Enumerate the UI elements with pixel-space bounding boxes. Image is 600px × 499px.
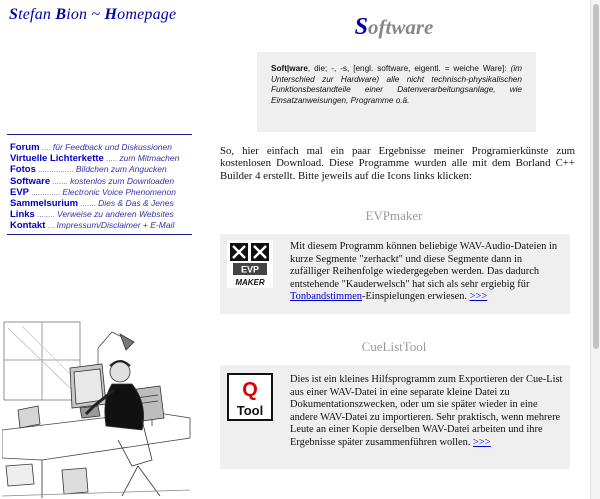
definition-body: (im Unterschied zur Hardware) alle nicht technisch-physikalischen Funktionsbestandteile einer Datenverarbeitungsanlage, wie Einsatzanweisungen, Programme o.ä.: [271, 64, 522, 105]
nav-item-sammelsurium[interactable]: [10, 196, 192, 207]
evp-icon-label: EVP: [240, 264, 260, 275]
nav-dots: .....: [103, 154, 120, 164]
site-title-part: tefan: [18, 6, 56, 23]
nav-dots: ...: [45, 221, 57, 231]
nav-item-forum[interactable]: [10, 140, 192, 151]
maker-icon-label: MAKER: [235, 278, 265, 287]
tool-icon-label: Tool: [236, 403, 264, 418]
nav-description: Bildchen zum Angucken: [75, 164, 167, 175]
nav-description: Impressum/Disclaimer + E-Mail: [56, 220, 175, 231]
cuelisttool-description: [290, 374, 564, 449]
tonbandstimmen-link[interactable]: Tonbandstimmen: [290, 291, 362, 302]
cuelisttool-text: Dies ist ein kleines Hilfsprogramm zum Exportieren der Cue-List aus einer WAV-Datei in eine separate kleine Datei zu Dokumentationszwecken, oder um sie später wieder in eine andere WAV-Datei zu importieren. Sehr praktisch, wenn mehrere Leute an einer Kopie derselben WAV-Datei arbeiten und ihre Ergebnisse später zusammenführen wollen.: [290, 374, 563, 448]
evpmaker-text-end: -Einspielungen erwiesen.: [362, 291, 470, 302]
nav-item-lichterkette[interactable]: [10, 151, 192, 165]
cuelisttool-more-link[interactable]: >>>: [473, 436, 491, 448]
q-icon-letter: Q: [242, 379, 258, 401]
nav-label: EVP: [10, 186, 30, 198]
cuelisttool-download-icon[interactable]: [227, 373, 273, 421]
page-title-rest: oftware: [368, 15, 434, 39]
nav-item-evp[interactable]: [10, 185, 192, 196]
site-title-initial-h: H: [104, 6, 118, 23]
definition-headword: Soft|ware: [271, 64, 308, 73]
nav-item-kontakt[interactable]: [10, 218, 192, 232]
nav-description: Verweise zu anderen Websites: [57, 209, 174, 220]
site-title-part: omepage: [117, 6, 177, 23]
site-title[interactable]: [9, 6, 176, 24]
page-title-initial: S: [354, 14, 369, 40]
site-title-initial-s: S: [9, 6, 19, 23]
page-title: [200, 14, 588, 41]
nav-description: Electronic Voice Phenomenon: [62, 186, 176, 197]
nav-label: Forum: [10, 142, 40, 153]
software-definition-box: [257, 52, 536, 132]
evpmaker-section: [220, 234, 570, 314]
evpmaker-heading: EVPmaker: [365, 208, 423, 223]
nav-dots: .............: [29, 187, 63, 197]
evpmaker-description: [290, 241, 564, 304]
cuelisttool-section: [220, 365, 570, 469]
sidebar: [0, 0, 198, 499]
evpmaker-download-icon[interactable]: [227, 240, 273, 288]
site-title-part: ion ~: [66, 6, 105, 23]
nav-item-fotos[interactable]: [10, 162, 192, 176]
nav-dots: ........: [34, 210, 58, 220]
nav-dots: ................: [35, 165, 76, 175]
nav-label: Sammelsurium: [10, 197, 79, 209]
computer-desk-sketch-illustration: [2, 320, 192, 498]
nav-description: Dies & Das & Jenes: [98, 197, 174, 208]
nav-description: kostenlos zum Downloaden: [70, 175, 175, 186]
nav-item-links[interactable]: [10, 207, 192, 221]
nav-description: für Feedback und Diskussionen: [52, 142, 172, 152]
main-content: [200, 0, 588, 499]
nav-description: zum Mitmachen: [119, 153, 180, 164]
intro-text: So, hier einfach mal ein paar Ergebnisse meiner Programierkünste zum kostenlosen Download. Diese Programme wurden alle mit dem Borland C++ Builder 4 erstellt. Bitte jeweils auf die Icons links klicken:: [220, 145, 575, 182]
scrollbar-thumb[interactable]: [593, 4, 599, 349]
vertical-scrollbar[interactable]: [590, 0, 600, 499]
site-title-initial-b: B: [55, 6, 67, 23]
nav-item-software[interactable]: [10, 174, 192, 185]
evpmaker-text: Mit diesem Programm können beliebige WAV-Audio-Dateien in kurze Segmente "zerhackt" und diese Segmente dann in zufälliger Reihenfolge wiedergegeben werden. Das dadurch entstehende "Kauderwelsch" hat sich als sehr ergiebig für: [290, 241, 558, 290]
nav-label: Fotos: [10, 164, 36, 176]
nav-dots: .......: [78, 198, 99, 208]
evpmaker-more-link[interactable]: >>>: [469, 291, 488, 302]
nav-label: Links: [10, 209, 35, 221]
definition-grammar: , die; -, -s, [engl. software, eigentl. = weiche Ware]:: [307, 64, 507, 73]
cuelisttool-heading: CueListTool: [361, 339, 427, 354]
nav-label: Kontakt: [10, 220, 46, 232]
nav-label: Software: [10, 175, 51, 187]
nav-dots: .......: [50, 176, 71, 186]
main-navigation: [7, 134, 192, 235]
nav-dots: ....: [39, 143, 53, 152]
nav-label: Virtuelle Lichterkette: [10, 153, 104, 165]
